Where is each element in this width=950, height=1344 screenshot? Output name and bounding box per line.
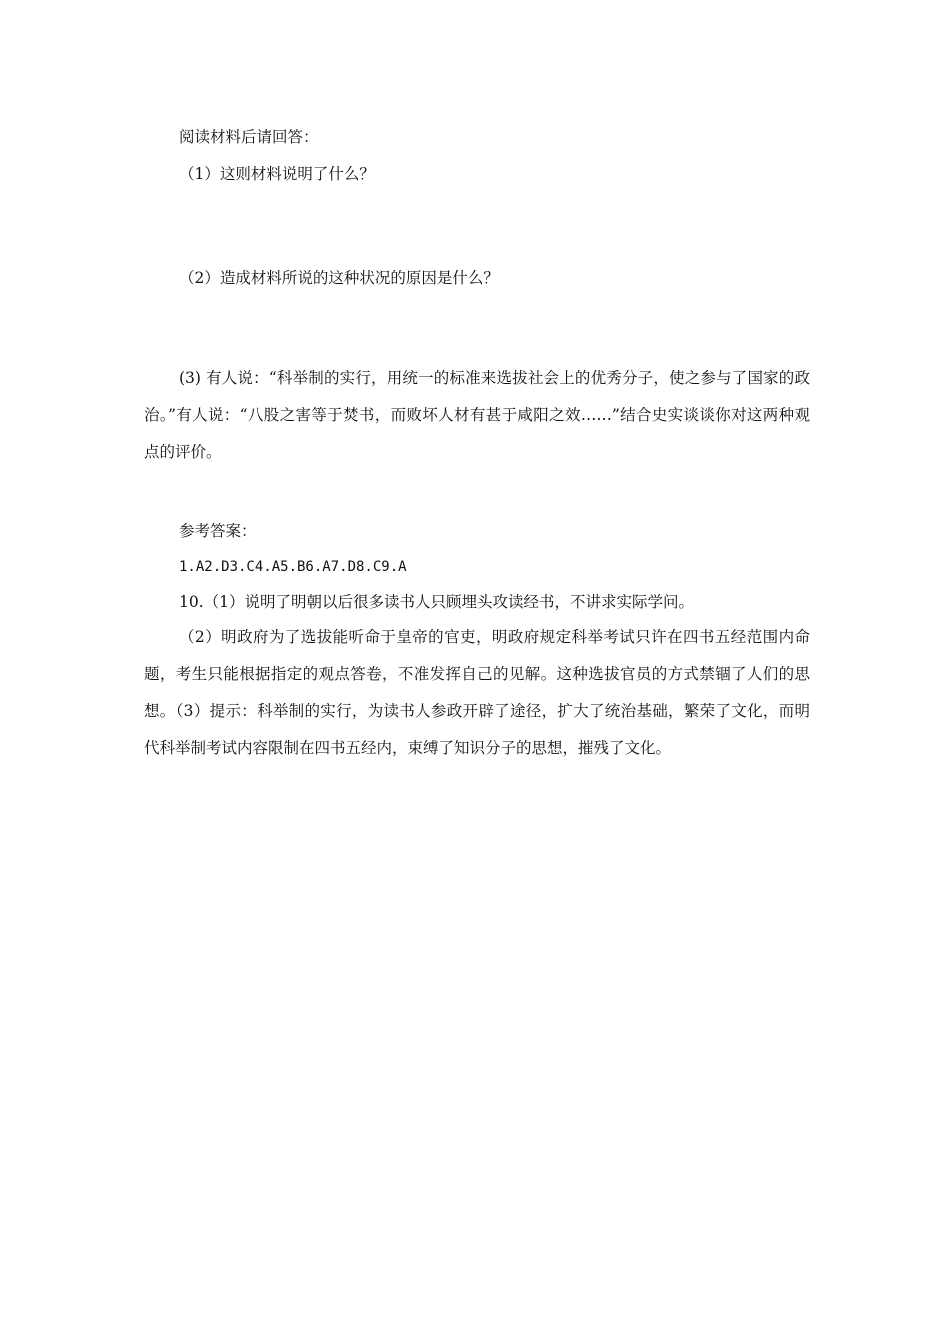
question-3: (3) 有人说：“科举制的实行，用统一的标准来选拔社会上的优秀分子，使之参与了国家的政治。”有人说：“八股之害等于焚书，而败坏人材有甚于咸阳之效……”结合史实谈谈你对这两种观点的评价。: [144, 369, 810, 461]
answer-10-part-1: 10.（1）说明了明朝以后很多读书人只顾埋头攻读经书，不讲求实际学问。: [179, 593, 695, 611]
question-1: （1）这则材料说明了什么？: [179, 165, 375, 183]
answer-heading: 参考答案：: [179, 522, 257, 540]
answer-10-part-2-3: （2）明政府为了选拔能听命于皇帝的官吏，明政府规定科举考试只许在四书五经范围内命题，考生只能根据指定的观点答卷，不准发挥自己的见解。这种选拔官员的方式禁锢了人们的思想。（3）提示：科举制的实行，为读书人参政开辟了途径，扩大了统治基础，繁荣了文化，而明代科举制考试内容限制在四书五经内，束缚了知识分子的思想，摧残了文化。: [144, 628, 810, 757]
multiple-choice-answers: 1.A2.D3.C4.A5.B6.A7.D8.C9.A: [179, 559, 407, 575]
reading-prompt: 阅读材料后请回答：: [179, 128, 319, 146]
question-2: （2）造成材料所说的这种状况的原因是什么？: [179, 269, 499, 287]
